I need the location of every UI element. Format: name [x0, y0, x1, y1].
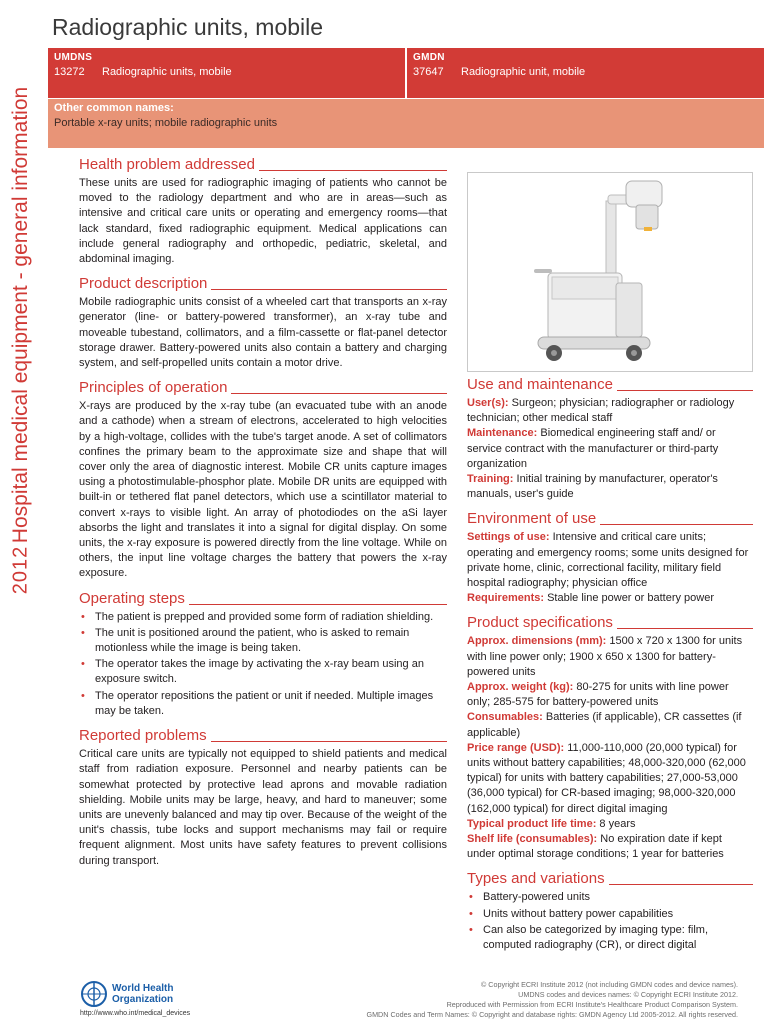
- gmdn-name: Radiographic unit, mobile: [461, 66, 586, 78]
- gmdn-head: GMDN: [413, 52, 445, 63]
- env-section: [467, 510, 753, 606]
- specs-price: Price range (USD): 11,000-110,000 (20,000 typical) for units without battery capabilities; 48,000-320,000 (62,000 typical) for units with battery capabilities; 27,000-53,000 (36,000 typical) for CR-based imaging; 98,000-320,000 (162,000 typical) for direct digital imaging: [467, 741, 746, 815]
- mobile-xray-unit-image: [468, 173, 752, 371]
- list-item: • The operator repositions the patient or unit if needed. Multiple images may be taken.: [79, 689, 447, 719]
- umdns-head: UMDNS: [54, 52, 93, 63]
- specs-title: Product specifications: [467, 614, 753, 632]
- product-title: Product description: [79, 275, 447, 293]
- use-users: User(s): Surgeon; physician; radiographer or radiology technician; other medical staff: [467, 397, 735, 425]
- who-logo: [80, 980, 173, 1008]
- list-item: • The operator takes the image by activating the x-ray beam using an exposure switch.: [79, 657, 447, 687]
- principles-section: [79, 379, 447, 581]
- env-settings: Settings of use: Intensive and critical care units; operating and emergency rooms; some units designed for private home, clinic, correctional facility, military field hospital radiography; physician office: [467, 531, 749, 590]
- who-emblem-icon: [80, 980, 108, 1008]
- side-year-text: 2012: [9, 545, 32, 595]
- right-column: [467, 376, 753, 961]
- product-section: [79, 275, 447, 371]
- specs-consumables: Consumables: Batteries (if applicable), CR cassettes (if applicable): [467, 711, 742, 739]
- product-photo: [467, 172, 753, 372]
- principles-title: Principles of operation: [79, 379, 447, 397]
- gmdn-box: [407, 48, 764, 98]
- product-text: Mobile radiographic units consist of a wheeled cart that transports an x-ray generator (line- or battery-powered transformer), an x-ray tube and moveable tubestand, collimators, and a film-cassette or flat-panel detector storage drawer. Battery-powered units also contain a battery and charging system, and self-propelled units contain a motor drive.: [79, 296, 447, 370]
- copyright-line: GMDN Codes and Term Names: © Copyright and database rights: GMDN Agency Ltd 2005-2012. All rights reserved.: [366, 1010, 738, 1019]
- principles-text: X-rays are produced by the x-ray tube (an evacuated tube with an anode and a cathode) when a stream of electrons, accelerated to high velocities by a high-voltage, collides with the tube's target anode. A set of collimators confines the primary beam to the approximate size and shape that will cover only the area of diagnostic interest. Mobile CR units capture images using a photostimulable-phosphor plate. Mobile DR units are equipped with built-in or tethered flat panel detectors, which use a scintillator material to convert x-rays to visible light. An array of photodiodes on the aSi layer absorbs the light and translates it into a signal for digital display. On some units, the x-ray exposure is powered directly from the line voltage. While on others, the input line voltage charges the battery that powers the x-ray exposure.: [79, 400, 447, 580]
- use-section: [467, 376, 753, 502]
- copyright-line: UMDNS codes and devices names: © Copyright ECRI Institute 2012.: [518, 990, 738, 999]
- side-label-text: Hospital medical equipment - general information: [9, 86, 32, 544]
- specs-weight: Approx. weight (kg): 80-275 for units with line power only; 285-575 for battery-powered units: [467, 681, 729, 709]
- umdns-code: 13272: [54, 66, 85, 78]
- gmdn-row: [413, 66, 758, 78]
- problems-title: Reported problems: [79, 727, 447, 745]
- list-item: • Battery-powered units: [467, 890, 753, 905]
- page-title: Radiographic units, mobile: [52, 14, 324, 40]
- copyright-line: Reproduced with Permission from ECRI Institute's Healthcare Product Comparison System.: [446, 1000, 738, 1009]
- other-names-head: Other common names:: [54, 102, 174, 114]
- other-names-box: [48, 99, 764, 148]
- problems-text: Critical care units are typically not equipped to shield patients and medical staff from radiation exposure. Personnel and nearby patients can be somewhat protected by protective lead aprons and movable radiation shielding. Mobile units may be large, heavy, and hard to maneuver; some units are unevenly balanced and may tip over. Because of the weight of the unit's chassis, tube locks and support mechanisms may fail or require frequent alignment. Most units have safety features to prevent collisions during transport.: [79, 748, 447, 867]
- other-names-text: Portable x-ray units; mobile radiographic units: [54, 117, 278, 129]
- health-title: Health problem addressed: [79, 156, 447, 174]
- env-title: Environment of use: [467, 510, 753, 528]
- umdns-name: Radiographic units, mobile: [102, 66, 232, 78]
- operating-list: [79, 610, 447, 719]
- copyright-block: [366, 980, 738, 1020]
- health-section: [79, 156, 447, 267]
- operating-section: [79, 590, 447, 719]
- problems-section: [79, 727, 447, 869]
- health-text: These units are used for radiographic imaging of patients who cannot be moved to the radiology department and who are in areas—such as intensive and critical care units or operating and emergency rooms—that lack standard, fixed radiographic equipment. Medical applications can include general radiography and orthopedic, pediatric, skeletal, and abdominal imaging.: [79, 177, 447, 266]
- use-title: Use and maintenance: [467, 376, 753, 394]
- specs-dimensions: Approx. dimensions (mm): 1500 x 720 x 1300 for units with line power only; 1900 x 650 x 1300 for battery-powered units: [467, 635, 743, 678]
- operating-title: Operating steps: [79, 590, 447, 608]
- who-url[interactable]: http://www.who.int/medical_devices: [80, 1010, 191, 1017]
- gmdn-code: 37647: [413, 66, 444, 78]
- env-requirements: Requirements: Stable line power or battery power: [467, 592, 715, 605]
- use-training: Training: Initial training by manufacturer, operator's manuals, user's guide: [467, 473, 718, 501]
- copyright-line: © Copyright ECRI Institute 2012 (not including GMDN codes and device names).: [481, 980, 738, 989]
- left-column: [79, 156, 447, 877]
- list-item: • The patient is prepped and provided some form of radiation shielding.: [79, 610, 447, 625]
- side-year: [6, 520, 36, 620]
- umdns-box: [48, 48, 405, 98]
- list-item: • Units without battery power capabilities: [467, 907, 753, 922]
- who-name: World Health Organization: [112, 983, 174, 1005]
- codes-band: [48, 48, 764, 98]
- types-title: Types and variations: [467, 870, 753, 888]
- specs-life: Typical product life time: 8 years: [467, 817, 636, 830]
- umdns-row: [54, 66, 399, 78]
- list-item: • The unit is positioned around the patient, who is asked to remain motionless while the image is being taken.: [79, 626, 447, 656]
- list-item: • Can also be categorized by imaging type: film, computed radiography (CR), or direct digital: [467, 923, 753, 953]
- types-list: [467, 890, 753, 953]
- use-maintenance: Maintenance: Biomedical engineering staff and/ or service contract with the manufacturer or third-party organization: [467, 427, 719, 470]
- specs-section: [467, 614, 753, 862]
- types-section: [467, 870, 753, 953]
- specs-shelf: Shelf life (consumables): No expiration date if kept under optimal storage conditions; 1 year for batteries: [467, 833, 724, 861]
